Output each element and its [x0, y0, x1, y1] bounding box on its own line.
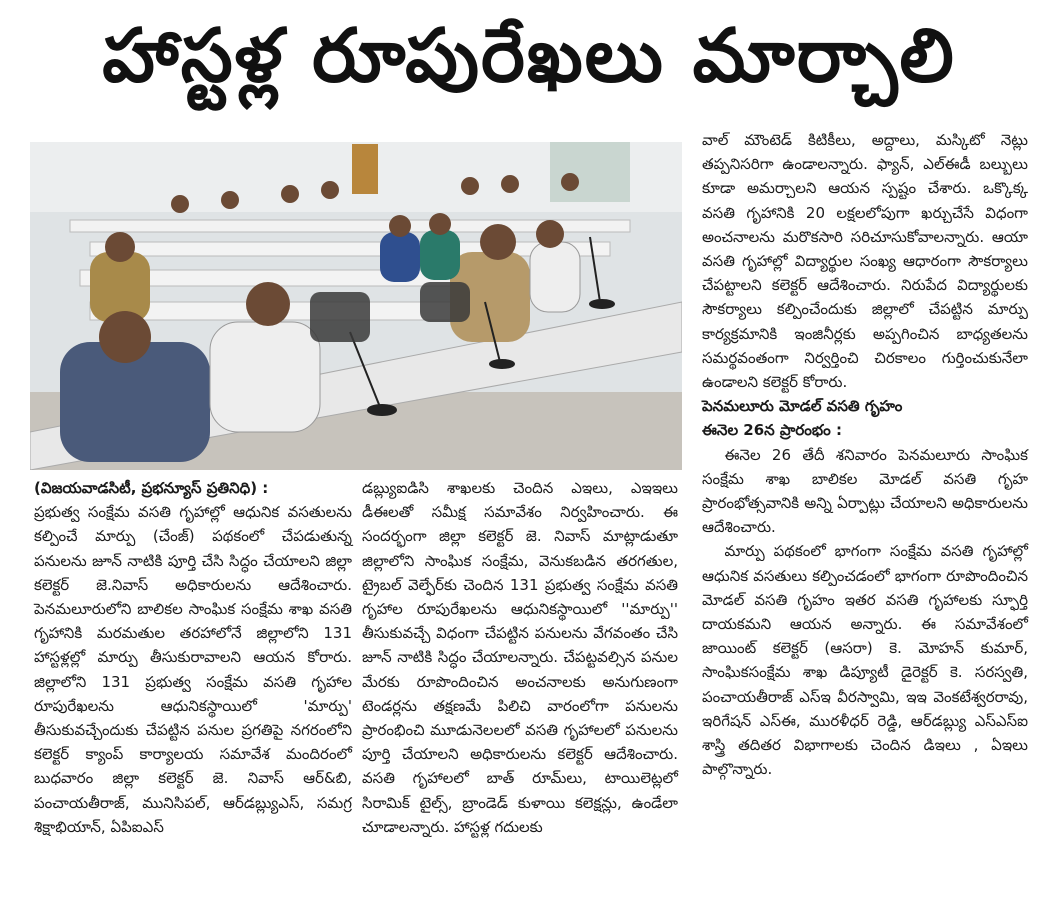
column3-paragraph-1: వాల్ మౌంటెడ్ కిటికీలు, అద్దాలు, మస్కిటో నెట్లు తప్పనిసరిగా ఉండాలన్నారు. ఫ్యాన్, ఎల్ఈడీ బల్బులు కూడా అమర్చాలని ఆయన స్పష్టం చేశారు. ఒక్కొక్క వసతి గృహానికి 20 లక్షలలోపుగా ఖర్చుచేసే విధంగా అంచనాలను మరొకసారి సరిచూసుకోవాలన్నారు. ఆయా వసతి గృహాల్లో విద్యార్థుల సంఖ్య ఆధారంగా సౌకర్యాలు చేపట్టాలని కలెక్టర్ ఆదేశించారు. నిరుపేద విద్యార్థులకు సౌకర్యాలు కల్పించేందుకు జిల్లాలో చేపట్టిన మార్పు కార్యక్రమానికి ఇంజినీర్లకు అప్పగించిన బాధ్యతలను సమర్థవంతంగా నిర్వర్తించి చిరకాలం గుర్తించుకునేలా ఉండాలని కలెక్టర్ కోరారు.	[702, 131, 1028, 392]
article-column-3	[702, 128, 1028, 781]
dateline: (విజయవాడసిటీ, ప్రభన్యూస్ ప్రతినిధి) :	[34, 479, 269, 497]
subheading-opening-date: ఈనెల 26న ప్రారంభం :	[702, 421, 842, 440]
subheading-model-hostel: పెనమలూరు మోడల్ వసతి గృహం	[702, 397, 903, 416]
column2-body: డబ్ల్యుఐడిసి శాఖలకు చెందిన ఎఇలు, ఎఇఇలు డీఈలతో సమీక్ష సమావేశం నిర్వహించారు. ఈ సందర్భంగా జిల్లా కలెక్టర్ జె. నివాస్ మాట్లాడుతూ జిల్లాలోని సాంఘిక సంక్షేమ, వెనుకబడిన తరగతుల, ట్రైబల్ వెల్ఫేర్‌కు చెందిన 131 ప్రభుత్వ సంక్షేమ వసతి గృహాల రూపురేఖలను ఆధునికస్థాయిలో ''మార్పు'' తీసుకువచ్చే విధంగా చేపట్టిన పనులను వేగవంతం చేసి జూన్ నాటికి సిద్ధం చేయాలన్నారు. చేపట్టవల్సిన పనుల మేరకు రూపొందించిన అంచనాలకు అనుగుణంగా టెండర్లను తక్షణమే పిలిచి వారంలోగా పనులను ప్రారంభించి మూడునెలలలో వసతి గృహాలలో పనులను పూర్తి చేయాలని అధికారులను కలెక్టర్ ఆదేశించారు. వసతి గృహాలలో బాత్ రూమ్‌లు, టాయిలెట్లలో సిరామిక్ టైల్స్, బ్రాండెడ్ కుళాయి కలెక్షన్లు, ఉండేలా చూడాలన్నారు. హాస్టళ్ల గదులకు	[362, 479, 678, 836]
article-column-2	[362, 476, 678, 839]
column1-body: ప్రభుత్వ సంక్షేమ వసతి గృహాల్లో ఆధునిక వసతులను కల్పించే మార్పు (చేంజ్) పథకంలో చేపడుతున్న పనులను జూన్ నాటికి పూర్తి చేసి సిద్ధం చేయాలని జిల్లా కలెక్టర్ జె.నివాస్ అధికారులను ఆదేశించారు. పెనమలూరులోని బాలికల సాంఘిక సంక్షేమ శాఖ వసతి గృహానికి మరమతుల తరహాలోనే జిల్లాలోని 131 హాస్టళ్లల్లో మార్పు తీసుకురావాలని ఆయన కోరారు. జిల్లాలోని 131 ప్రభుత్వ సంక్షేమ వసతి గృహాల రూపురేఖలను ఆధునికస్థాయిలో 'మార్పు' తీసుకువచ్చేందుకు చేపట్టిన పనుల ప్రగతిపై నగరంలోని కలెక్టర్ క్యాంప్ కార్యాలయ సమావేశ మందిరంలో బుధవారం జిల్లా కలెక్టర్ జె. నివాస్ ఆర్&బి, పంచాయతీరాజ్, మునిసిపల్, ఆర్‌డబ్ల్యుఎస్, సమగ్ర శిక్షాభియాన్, ఏపిఐఎస్	[34, 503, 352, 836]
column3-paragraph-2: ఈనెల 26 తేదీ శనివారం పెనమలూరు సాంఘిక సంక్షేమ శాఖ బాలికల మోడల్ వసతి గృహ ప్రారంభోత్సవానికి అన్ని ఏర్పాట్లు చేయాలని అధికారులను ఆదేశించారు.	[702, 445, 1028, 537]
article-column-1	[34, 476, 352, 839]
headline: హాస్టళ్ల రూపురేఖలు మార్చాలి	[102, 13, 956, 99]
meeting-hall-photo	[30, 142, 682, 470]
column3-paragraph-3: మార్పు పథకంలో భాగంగా సంక్షేమ వసతి గృహాల్లో ఆధునిక వసతులు కల్పించడంలో భాగంగా రూపొందించిన మోడల్ వసతి గృహం ఇతర వసతి గృహాలకు స్ఫూర్తి దాయకమని ఆయన అన్నారు. ఈ సమావేశంలో జాయింట్ కలెక్టర్ (ఆసరా) కె. మోహన్ కుమార్, సాంఘికసంక్షేమ శాఖ డిప్యూటీ డైరెక్టర్ కె. సరస్వతి, పంచాయతీరాజ్ ఎస్ఇ వీరస్వామి, ఇఇ వెంకటేశ్వరరావు, ఇరిగేషన్ ఎస్ఈ, మురళీధర్ రెడ్డి, ఆర్‌డబ్ల్యు ఎస్ఎస్ఐ శాస్త్రి తదితర విభాగాలకు చెందిన డిఇలు , ఏఇలు పాల్గొన్నారు.	[702, 542, 1028, 779]
photo-illustration	[30, 142, 682, 470]
